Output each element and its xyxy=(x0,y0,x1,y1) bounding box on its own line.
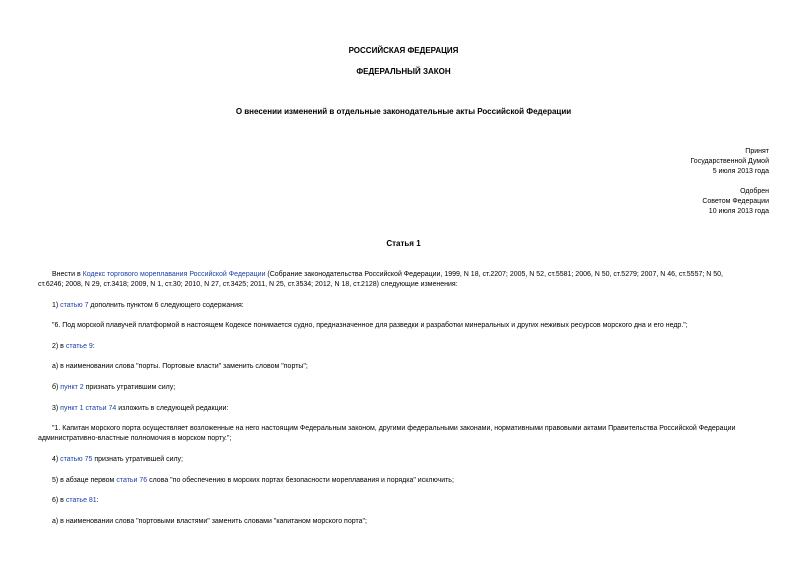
council-line-1: Одобрен xyxy=(740,188,769,195)
item-1-number: 1) xyxy=(52,302,61,309)
item-4-text: признать утратившей силу; xyxy=(92,456,184,463)
item-6 xyxy=(38,496,769,506)
item-5-text: слова "по обеспечению в морских портах безопасности мореплавания и порядка" исключить; xyxy=(147,477,454,484)
intro-paragraph xyxy=(38,270,769,290)
item-4-number: 4) xyxy=(52,456,61,463)
intro-line1-rest: (Собрание законодательства Российской Федерации, 1999, N 18, ст.2207; 2005, N 52, ст.5581; 2006, N 50, ст.5279; 2007, N 46, ст.5557; N 50, xyxy=(265,271,723,278)
duma-line-2: Государственной Думой xyxy=(690,158,769,165)
item-1-quote-text: "6. Под морской плавучей платформой в настоящем Кодексе понимается судно, предназначенное для разведки и разработки минеральных и других неживых ресурсов морского дна и его недр."; xyxy=(52,322,688,329)
item-1 xyxy=(38,301,769,311)
item-3-text: изложить в следующей редакции: xyxy=(116,405,229,412)
article-74-clause-1-link[interactable]: пункт 1 статьи 74 xyxy=(60,405,117,412)
item-6a xyxy=(38,517,769,527)
item-2b-text: признать утратившим силу; xyxy=(83,384,176,391)
council-approval xyxy=(560,187,769,217)
clause-2-link[interactable]: пункт 2 xyxy=(60,384,84,391)
item-2a xyxy=(38,362,769,372)
item-6a-text: а) в наименовании слова "портовыми властями" заменить словами "капитаном морского порта"; xyxy=(52,518,367,525)
article-9-link[interactable]: статье 9 xyxy=(65,343,93,350)
item-2a-text: а) в наименовании слова "порты. Портовые власти" заменить словом "порты"; xyxy=(52,363,308,370)
item-3-quote-line-2: административно-властные полномочия в морском порту."; xyxy=(38,435,232,442)
article-7-link[interactable]: статью 7 xyxy=(60,302,89,309)
item-5-number: 5) в абзаце первом xyxy=(52,477,117,484)
item-2b xyxy=(38,383,769,393)
council-line-2: Советом Федерации xyxy=(702,198,769,205)
item-1-text: дополнить пунктом 6 следующего содержания: xyxy=(88,302,244,309)
duma-line-3: 5 июля 2013 года xyxy=(712,168,769,175)
intro-prefix: Внести в xyxy=(52,271,83,278)
article-title: Статья 1 xyxy=(386,239,421,248)
item-3-quote-line-1: "1. Капитан морского порта осуществляет возложенные на него настоящим Федеральным законом, другими федеральными законами, нормативными правовыми актами Правительства Российской Федерации xyxy=(52,425,736,432)
item-1-quote xyxy=(38,321,769,331)
document-title: О внесении изменений в отдельные законодательные акты Российской Федерации xyxy=(235,107,572,116)
duma-line-1: Принят xyxy=(745,148,769,155)
item-3-quote xyxy=(38,424,769,444)
duma-adoption xyxy=(560,147,769,177)
item-5 xyxy=(38,476,769,486)
article-75-link[interactable]: статью 75 xyxy=(60,456,93,463)
maritime-code-link[interactable]: Кодекс торгового мореплавания Российской Федерации xyxy=(82,271,266,278)
item-2-text: : xyxy=(92,343,95,350)
item-2 xyxy=(38,342,769,352)
item-6-text: : xyxy=(96,497,99,504)
item-2b-letter: б) xyxy=(52,384,61,391)
item-2-number: 2) в xyxy=(52,343,66,350)
item-3 xyxy=(38,404,769,414)
item-4 xyxy=(38,455,769,465)
council-line-3: 10 июля 2013 года xyxy=(708,208,769,215)
intro-line-2: ст.6246; 2008, N 29, ст.3418; 2009, N 1, ст.30; 2010, N 27, ст.3425; 2011, N 25, ст.3534; 2012, N 18, ст.2128) следующие изменения: xyxy=(38,281,458,288)
item-6-number: 6) в xyxy=(52,497,66,504)
intro-line-1 xyxy=(38,270,769,280)
doc-type-heading: ФЕДЕРАЛЬНЫЙ ЗАКОН xyxy=(356,67,451,76)
country-heading: РОССИЙСКАЯ ФЕДЕРАЦИЯ xyxy=(348,46,459,55)
article-76-link[interactable]: статьи 76 xyxy=(116,477,148,484)
article-81-link[interactable]: статье 81 xyxy=(65,497,97,504)
item-3-number: 3) xyxy=(52,405,61,412)
